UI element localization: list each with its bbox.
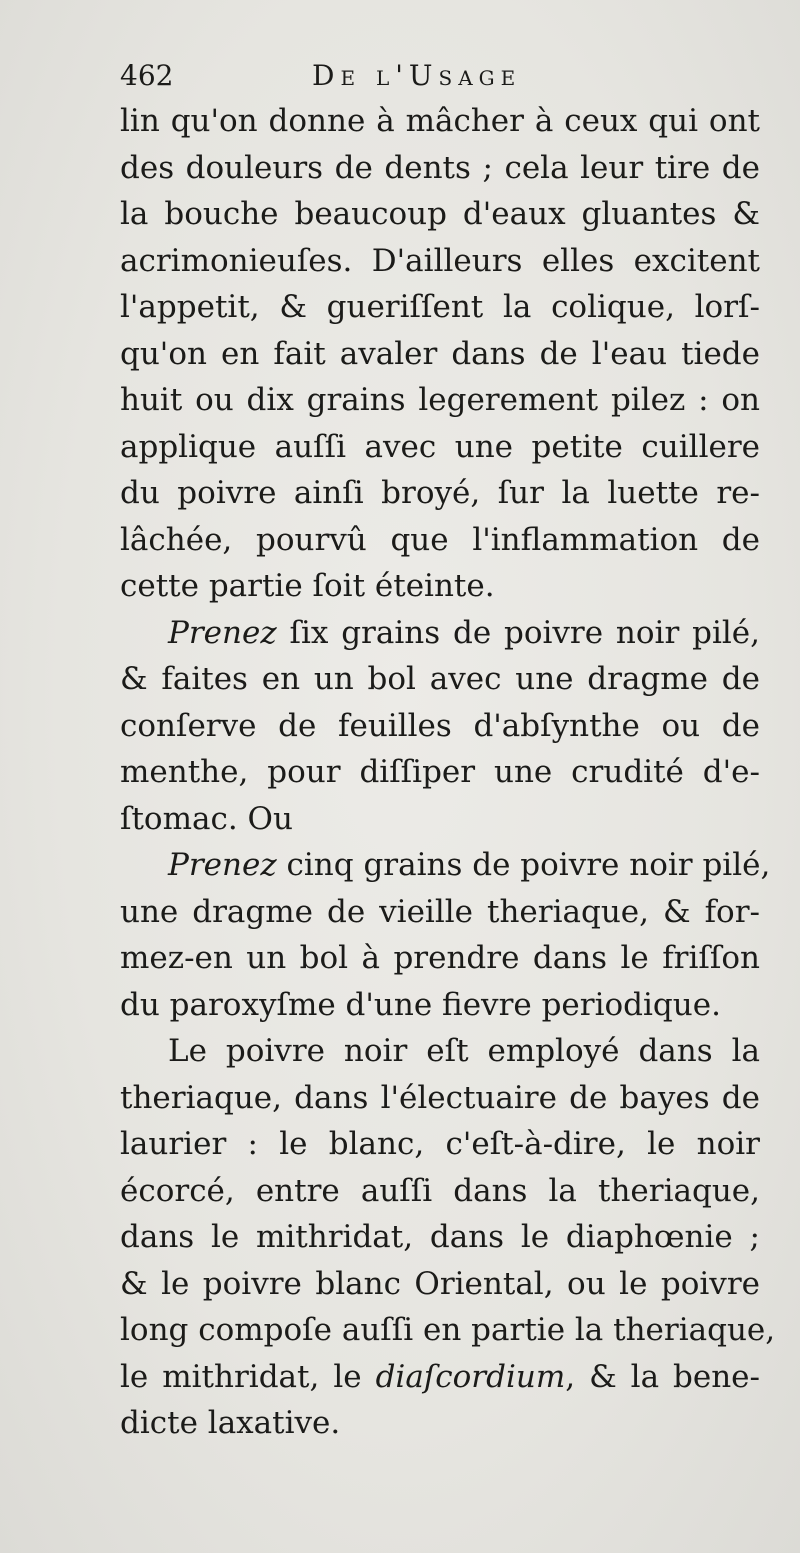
- recipe-text: cinq grains de poivre noir pilé,: [276, 847, 771, 883]
- page-header: [120, 55, 770, 97]
- running-head: De l'Usage: [312, 59, 522, 92]
- text-line: dicte laxative.: [120, 1405, 341, 1441]
- text-line: la bouche beaucoup d'eaux gluantes &: [120, 196, 760, 232]
- text-line: huit ou dix grains legerement pilez : on: [120, 382, 760, 418]
- text-line: ſtomac. Ou: [120, 800, 293, 837]
- text-line: theriaque, dans l'électuaire de bayes de: [120, 1079, 760, 1116]
- prenez-word: Prenez: [168, 847, 277, 883]
- prenez-word: Prenez: [168, 614, 277, 651]
- text-line: long compoſe auſſi en partie la theriaque,: [120, 1312, 776, 1348]
- text-line: lâchée, pourvû que l'inflammation de: [120, 521, 760, 558]
- recipe-line: [120, 610, 760, 657]
- text-line: [120, 1354, 760, 1401]
- recipe-text: ſix grains de poivre noir pilé,: [276, 614, 760, 651]
- text-line: écorcé, entre auſſi dans la theriaque,: [120, 1172, 760, 1209]
- text-segment: , & la bene-: [565, 1358, 760, 1395]
- text-line: qu'on en fait avaler dans de l'eau tiede: [120, 335, 760, 372]
- text-line: lin qu'on donne à mâcher à ceux qui ont: [120, 103, 760, 139]
- text-segment: le mithridat, le: [120, 1358, 376, 1395]
- text-line: acrimonieuſes. D'ailleurs elles excitent: [120, 242, 760, 279]
- page-number: 462: [120, 59, 174, 92]
- text-line: applique auſſi avec une petite cuillere: [120, 428, 760, 465]
- text-line: Le poivre noir eſt employé dans la: [168, 1033, 760, 1069]
- text-line: du paroxyſme d'une fievre periodique.: [120, 986, 721, 1023]
- italic-term: diaſcordium: [375, 1358, 566, 1395]
- text-line: l'appetit, & gueriſſent la colique, lorſ-: [120, 289, 760, 325]
- text-line: dans le mithridat, dans le diaphœnie ;: [120, 1219, 760, 1255]
- body-text: [120, 98, 776, 1447]
- recipe-line: [120, 842, 771, 889]
- text-line: laurier : le blanc, c'eſt-à-dire, le noir: [120, 1126, 760, 1162]
- text-line: du poivre ainſi broyé, ſur la luette re-: [120, 475, 760, 511]
- text-line: cette partie ſoit éteinte.: [120, 568, 495, 604]
- text-line: menthe, pour diſſiper une crudité d'e-: [120, 754, 760, 790]
- text-line: conſerve de feuilles d'abſynthe ou de: [120, 707, 760, 744]
- text-line: mez-en un bol à prendre dans le friſſon: [120, 940, 760, 976]
- text-line: une dragme de vieille theriaque, & for-: [120, 893, 760, 930]
- text-line: & le poivre blanc Oriental, ou le poivre: [120, 1265, 760, 1302]
- text-line: & faites en un bol avec une dragme de: [120, 661, 760, 697]
- text-line: des douleurs de dents ; cela leur tire de: [120, 149, 760, 186]
